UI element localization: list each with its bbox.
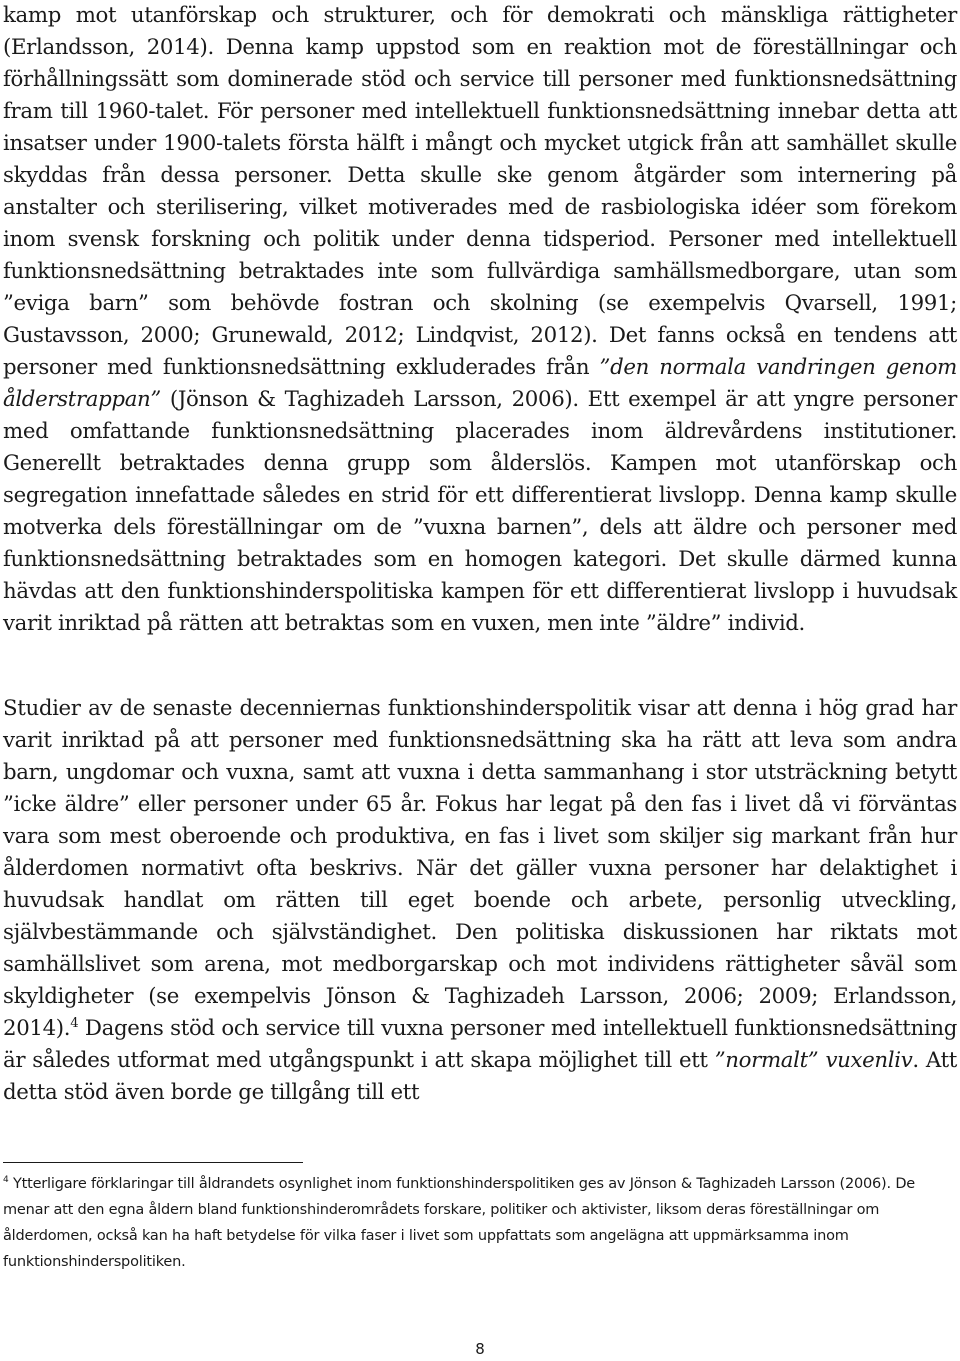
paragraph-1-italic-quote: ”den normala vandringen genom ålderstrappan” bbox=[3, 355, 957, 412]
page-number: 8 bbox=[475, 1340, 485, 1358]
footnote-separator bbox=[3, 1162, 303, 1163]
footnote-text: Ytterligare förklaringar till åldrandets osynlighet inom funktionshinderspolitiken ges av Jönson & Taghizadeh Larsson (2006). De menar att den egna åldern bland funktionshinderområdets forskare, politiker och aktivister, liksom deras föreställningar om ålderdomen, också kan ha haft betydelse för vilka faser i livet som uppfattats som angelägna att uppmärksamma inom funktionshinderspolitiken. bbox=[3, 1176, 916, 1270]
footnote-reference[interactable]: 4 bbox=[70, 1015, 79, 1031]
paragraph-2-text-a: Studier av de senaste decenniernas funktionshinderspolitik visar att denna i hög grad har varit inriktad på att personer med funktionsnedsättning ska ha rätt att leva som andra barn, ungdomar och vuxna, samt att vuxna i detta sammanhang i stor utsträckning betytt ”icke äldre” eller personer under 65 år. Fokus har legat på den fas i livet då vi förväntas vara som mest oberoende och produktiva, en fas i livet som skiljer sig markant från hur ålderdomen normativt ofta beskrivs. När det gäller vuxna personer har delaktighet i huvudsak handlat om rätten till eget boende och arbete, personlig utveckling, självbestämmande och självständighet. Den politiska diskussionen har riktats mot samhällslivet som arena, mot medborgarskap och mot individens rättigheter såväl som skyldigheter (se exempelvis Jönson & Taghizadeh Larsson, 2006; 2009; Erlandsson, 2014). bbox=[3, 696, 957, 1041]
body-paragraph-2 bbox=[3, 693, 957, 1109]
paragraph-2-italic-quote: ”normalt” vuxenliv bbox=[714, 1048, 913, 1073]
paragraph-2-text-b: Dagens stöd och service till vuxna personer med intellektuell funktionsnedsättning är således utformat med utgångspunkt i att skapa möjlighet till ett bbox=[3, 1016, 957, 1073]
paragraph-2-text-c: . Att detta stöd även borde ge tillgång till ett bbox=[3, 1048, 957, 1105]
paragraph-1-text-b: (Jönson & Taghizadeh Larsson, 2006). Ett exempel är att yngre personer med omfattande funktionsnedsättning placerades inom äldrevårdens institutioner. Generellt betraktades denna grupp som ålderslös. Kampen mot utanförskap och segregation innefattade således en strid för ett differentierat livslopp. Denna kamp skulle motverka dels föreställningar om de ”vuxna barnen”, dels att äldre och personer med funktionsnedsättning betraktades som en homogen kategori. Det skulle därmed kunna hävdas att den funktionshinderspolitiska kampen för ett differentierat livslopp i huvudsak varit inriktad på rätten att betraktas som en vuxen, men inte ”äldre” individ. bbox=[3, 387, 957, 636]
body-paragraph-1 bbox=[3, 0, 957, 640]
paragraph-1-text-a: kamp mot utanförskap och strukturer, och för demokrati och mänskliga rättigheter (Erlandsson, 2014). Denna kamp uppstod som en reaktion mot de föreställningar och förhållningssätt som dominerade stöd och service till personer med funktionsnedsättning fram till 1960-talet. För personer med intellektuell funktionsnedsättning innebar detta att insatser under 1900-talets första hälft i mångt och mycket utgick från att samhället skulle skyddas från dessa personer. Detta skulle ske genom åtgärder som internering på anstalter och sterilisering, vilket motiverades med de rasbiologiska idéer som förekom inom svensk forskning och politik under denna tidsperiod. Personer med intellektuell funktionsnedsättning betraktades inte som fullvärdiga samhällsmedborgare, utan som ”eviga barn” som behövde fostran och skolning (se exempelvis Qvarsell, 1991; Gustavsson, 2000; Grunewald, 2012; Lindqvist, 2012). Det fanns också en tendens att personer med funktionsnedsättning exkluderades från bbox=[3, 3, 957, 380]
footnote bbox=[3, 1171, 957, 1275]
footnote-number: 4 bbox=[3, 1175, 9, 1186]
